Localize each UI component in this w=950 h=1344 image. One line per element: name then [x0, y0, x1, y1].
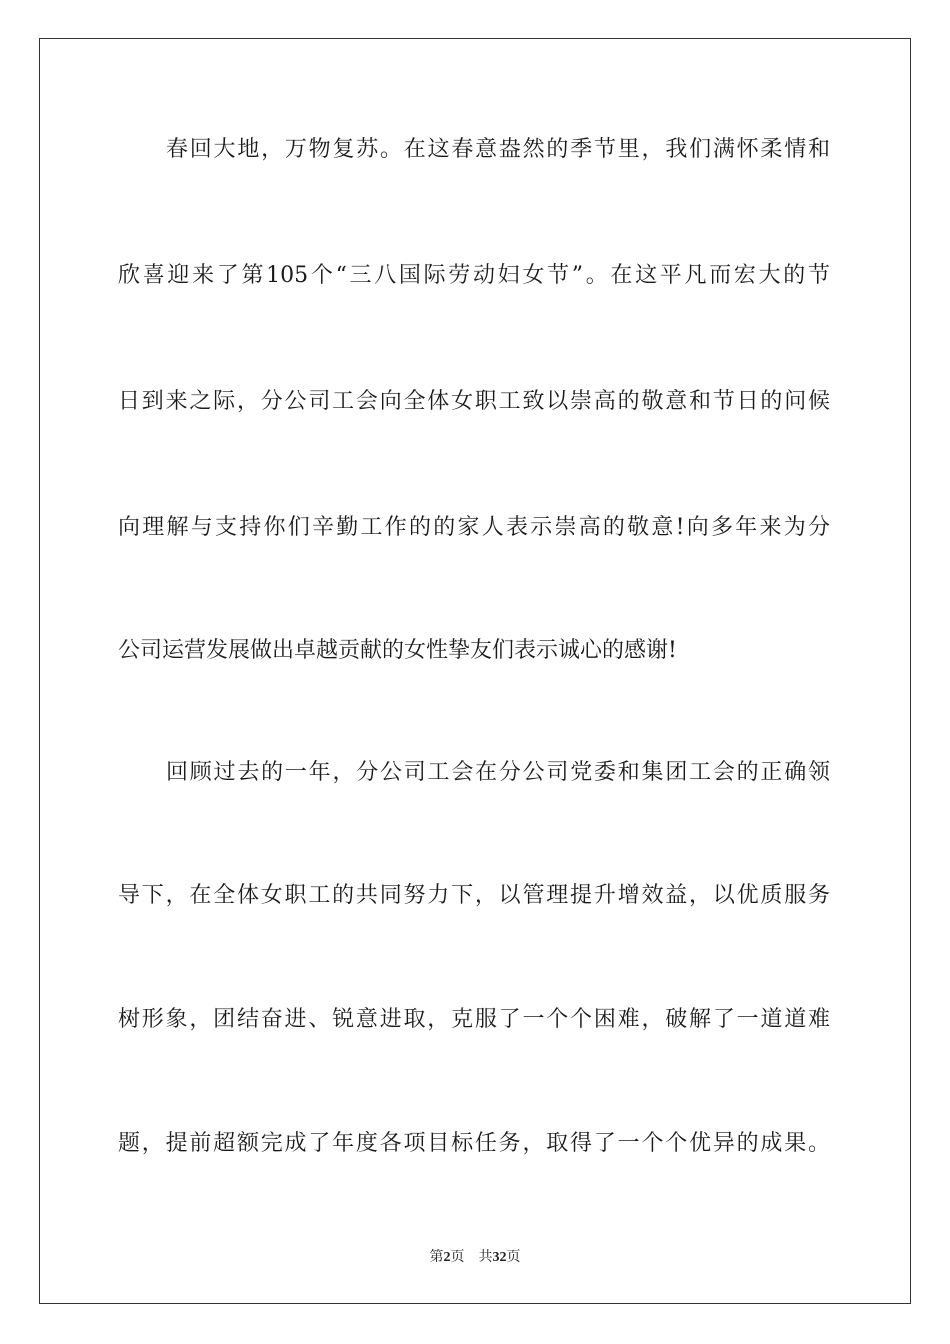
- footer-page-current: 2: [443, 1250, 451, 1265]
- page-footer: [0, 1247, 950, 1268]
- footer-total-prefix: 共: [478, 1249, 493, 1265]
- paragraph-1-line-2: 欣喜迎来了第105个“三八国际劳动妇女节”。在这平凡而宏大的节: [118, 263, 830, 288]
- footer-total-suffix: 页: [506, 1249, 521, 1265]
- paragraph-2-line-2: 导下，在全体女职工的共同努力下，以管理提升增效益，以优质服务: [118, 883, 830, 908]
- paragraph-1-line-4: 向理解与支持你们辛勤工作的的家人表示崇高的敬意!向多年来为分: [118, 515, 830, 540]
- footer-page-total: 32: [492, 1250, 507, 1265]
- footer-page-suffix: 页: [450, 1249, 465, 1265]
- paragraph-1-line-3: 日到来之际，分公司工会向全体女职工致以崇高的敬意和节日的问候: [118, 389, 830, 414]
- paragraph-1-line-1: 春回大地，万物复苏。在这春意盎然的季节里，我们满怀柔情和: [166, 137, 830, 162]
- paragraph-2-line-3: 树形象，团结奋进、锐意进取，克服了一个个困难，破解了一道道难: [118, 1007, 830, 1032]
- paragraph-2-line-4: 题，提前超额完成了年度各项目标任务，取得了一个个优异的成果。: [118, 1131, 830, 1156]
- paragraph-1-line-5: 公司运营发展做出卓越贡献的女性挚友们表示诚心的感谢!: [118, 638, 677, 663]
- footer-page-prefix: 第: [429, 1249, 444, 1265]
- page-frame: [39, 38, 911, 1304]
- paragraph-2-line-1: 回顾过去的一年，分公司工会在分公司党委和集团工会的正确领: [166, 760, 830, 785]
